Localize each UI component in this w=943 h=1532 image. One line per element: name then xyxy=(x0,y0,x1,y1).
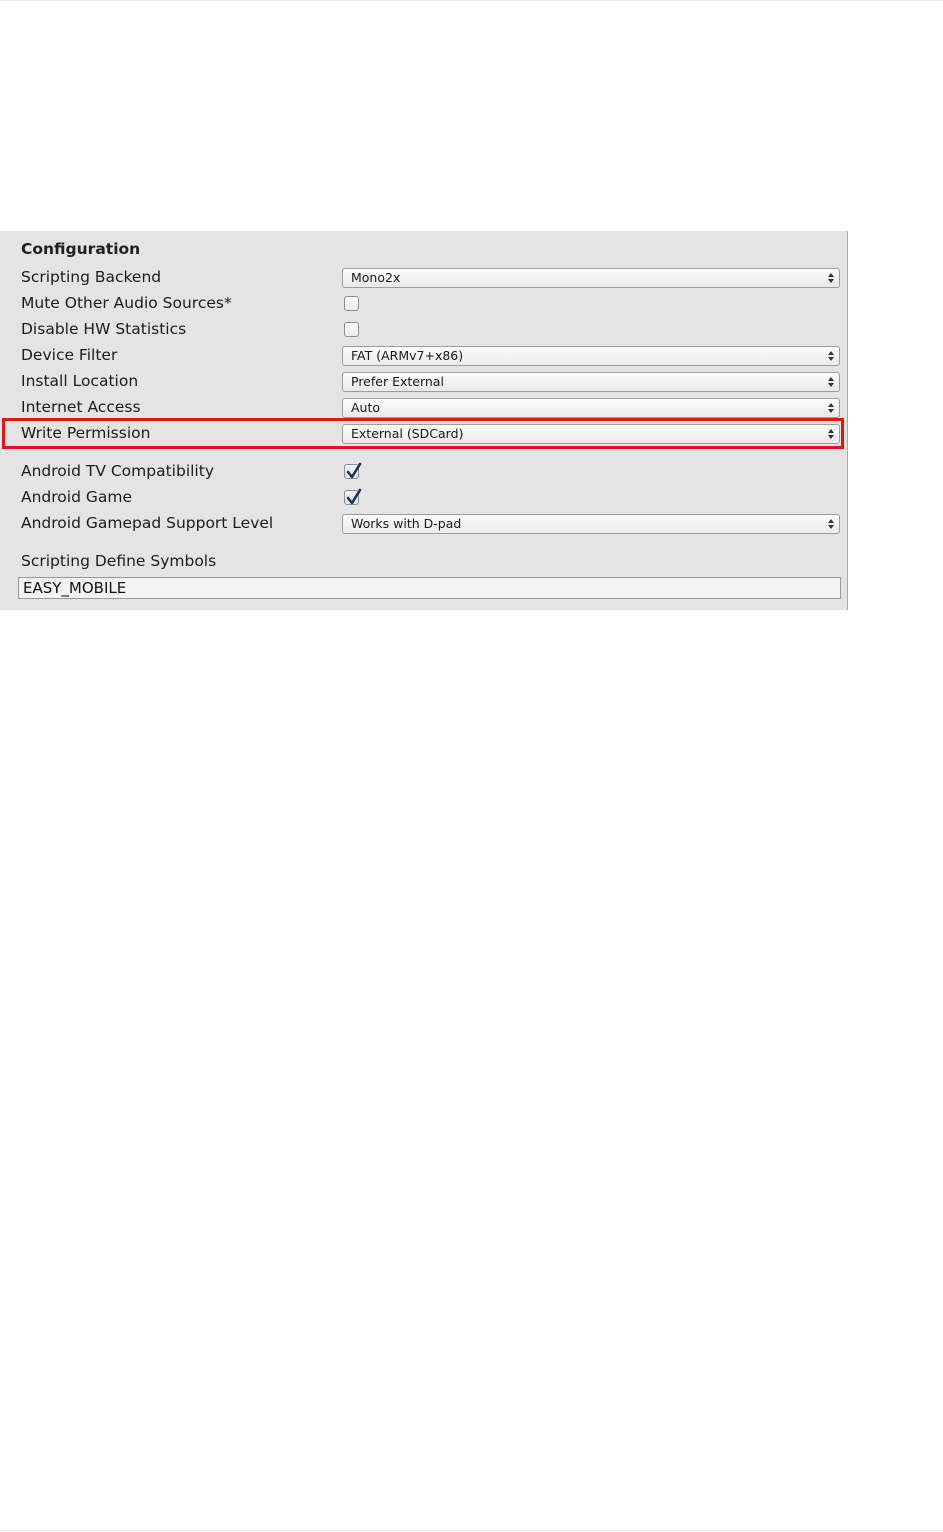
define-symbols-value: EASY_MOBILE xyxy=(23,579,127,597)
android-game-label: Android Game xyxy=(21,488,132,506)
section-title: Configuration xyxy=(21,240,141,258)
disable-hw-stats-label: Disable HW Statistics xyxy=(21,320,187,338)
mute-other-audio-label: Mute Other Audio Sources* xyxy=(21,294,232,312)
define-symbols-label: Scripting Define Symbols xyxy=(21,552,217,570)
internet-access-dropdown[interactable] xyxy=(342,398,840,418)
gamepad-support-label: Android Gamepad Support Level xyxy=(21,514,274,532)
device-filter-label: Device Filter xyxy=(21,346,118,364)
up-down-arrows-icon xyxy=(828,350,834,362)
configuration-panel xyxy=(0,231,848,610)
android-game-checkbox[interactable] xyxy=(344,490,359,505)
internet-access-label: Internet Access xyxy=(21,398,141,416)
disable-hw-stats-checkbox[interactable] xyxy=(344,322,359,337)
up-down-arrows-icon xyxy=(828,402,834,414)
page-top-rule xyxy=(0,0,943,1)
write-permission-value: External (SDCard) xyxy=(351,426,464,441)
internet-access-value: Auto xyxy=(351,400,381,415)
mute-other-audio-checkbox[interactable] xyxy=(344,296,359,311)
scripting-backend-dropdown[interactable] xyxy=(342,268,840,288)
write-permission-highlight xyxy=(2,418,844,449)
gamepad-support-dropdown[interactable] xyxy=(342,514,840,534)
android-tv-checkbox[interactable] xyxy=(344,464,359,479)
install-location-dropdown[interactable] xyxy=(342,372,840,392)
checkmark-icon xyxy=(346,462,362,484)
android-tv-label: Android TV Compatibility xyxy=(21,462,214,480)
define-symbols-input[interactable] xyxy=(18,577,841,599)
scripting-backend-value: Mono2x xyxy=(351,270,401,285)
write-permission-label: Write Permission xyxy=(21,424,151,442)
install-location-value: Prefer External xyxy=(351,374,444,389)
up-down-arrows-icon xyxy=(828,518,834,530)
checkmark-icon xyxy=(346,488,362,510)
device-filter-dropdown[interactable] xyxy=(342,346,840,366)
gamepad-support-value: Works with D-pad xyxy=(351,516,462,531)
scripting-backend-label: Scripting Backend xyxy=(21,268,162,286)
page-bottom-rule xyxy=(0,1530,943,1531)
device-filter-value: FAT (ARMv7+x86) xyxy=(351,348,464,363)
up-down-arrows-icon xyxy=(828,376,834,388)
up-down-arrows-icon xyxy=(828,272,834,284)
install-location-label: Install Location xyxy=(21,372,139,390)
